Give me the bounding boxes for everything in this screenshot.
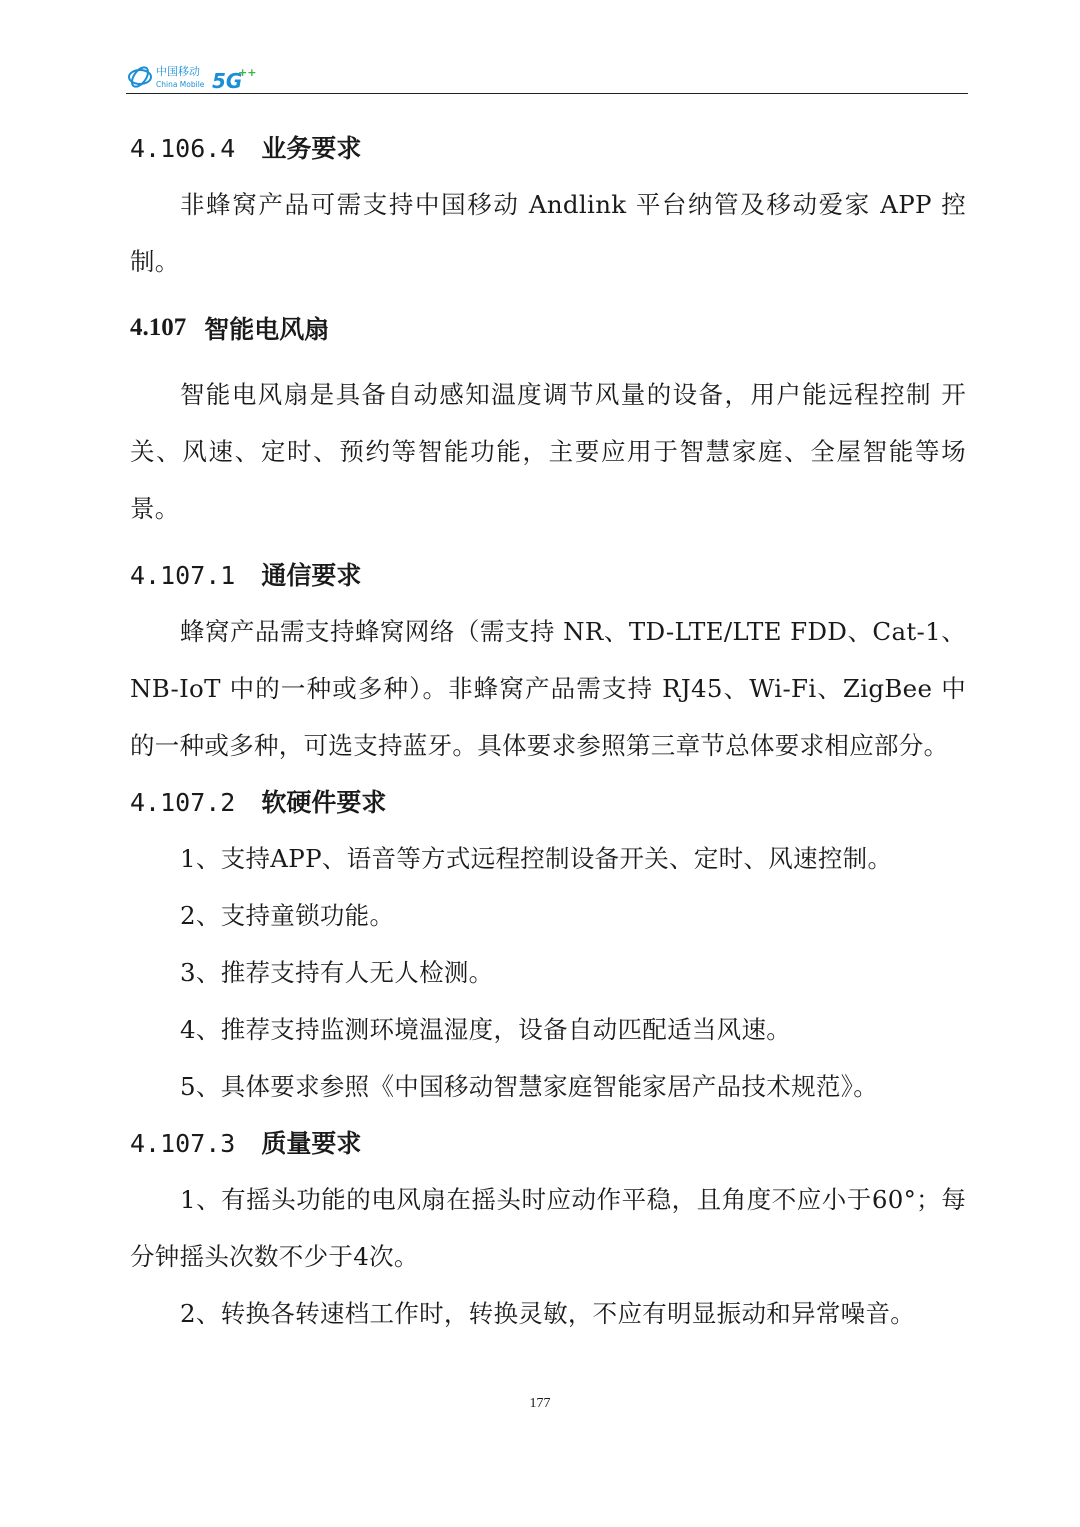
heading-4-107	[130, 300, 966, 356]
china-mobile-logo	[126, 60, 266, 94]
list-item: 2、转换各转速档工作时，转换灵敏，不应有明显振动和异常噪音。	[180, 1299, 916, 1328]
paragraph-fan-intro: 智能电风扇是具备自动感知温度调节风量的设备，用户能远程控制 开关、风速、定时、预约等智能功能，主要应用于智慧家庭、全屋智能等场景。	[130, 380, 966, 523]
list-item: 1、支持APP、语音等方式远程控制设备开关、定时、风速控制。	[180, 844, 893, 873]
section-title: 软硬件要求	[261, 787, 387, 817]
list-item: 3、推荐支持有人无人检测。	[180, 958, 494, 987]
logo-en-text: China Mobile	[156, 80, 205, 89]
paragraph-business-requirements: 非蜂窝产品可需支持中国移动 Andlink 平台纳管及移动爱家 APP 控制。	[130, 190, 966, 276]
section-number: 4.107.3	[130, 1128, 236, 1158]
heading-4-107-3	[130, 1115, 966, 1171]
section-number: 4.106.4	[130, 133, 236, 163]
section-title: 业务要求	[261, 133, 362, 163]
logo-5g-text: 5G	[212, 69, 243, 93]
section-title: 质量要求	[261, 1128, 362, 1158]
list-item: 4、推荐支持监测环境温湿度，设备自动匹配适当风速。	[180, 1015, 792, 1044]
section-title: 智能电风扇	[204, 315, 330, 344]
page-content	[130, 120, 966, 1342]
page-number: 177	[529, 1396, 551, 1411]
section-title: 通信要求	[261, 560, 362, 590]
logo-cn-text: 中国移动	[156, 65, 200, 78]
page-header	[126, 58, 968, 96]
heading-4-107-2	[130, 774, 966, 830]
list-item: 2、支持童锁功能。	[180, 901, 395, 930]
header-divider	[126, 93, 968, 94]
heading-4-107-1	[130, 547, 966, 603]
paragraph-communication-requirements: 蜂窝产品需支持蜂窝网络（需支持 NR、TD-LTE/LTE FDD、Cat-1、NB-IoT 中的一种或多种）。非蜂窝产品需支持 RJ45、Wi-Fi、ZigBee 中的一种或多种，可选支持蓝牙。具体要求参照第三章节总体要求相应部分。	[130, 617, 966, 760]
logo-plus-icon: ++	[238, 66, 257, 79]
section-number: 4.107.1	[130, 560, 236, 590]
heading-4-106-4	[130, 120, 966, 176]
paragraph-quality-item-1: 1、有摇头功能的电风扇在摇头时应动作平稳，且角度不应小于60°；每分钟摇头次数不少于4次。	[130, 1185, 966, 1271]
section-number: 4.107.2	[130, 787, 236, 817]
list-item: 5、具体要求参照《中国移动智慧家庭智能家居产品技术规范》。	[180, 1072, 879, 1101]
section-number: 4.107	[130, 314, 187, 341]
